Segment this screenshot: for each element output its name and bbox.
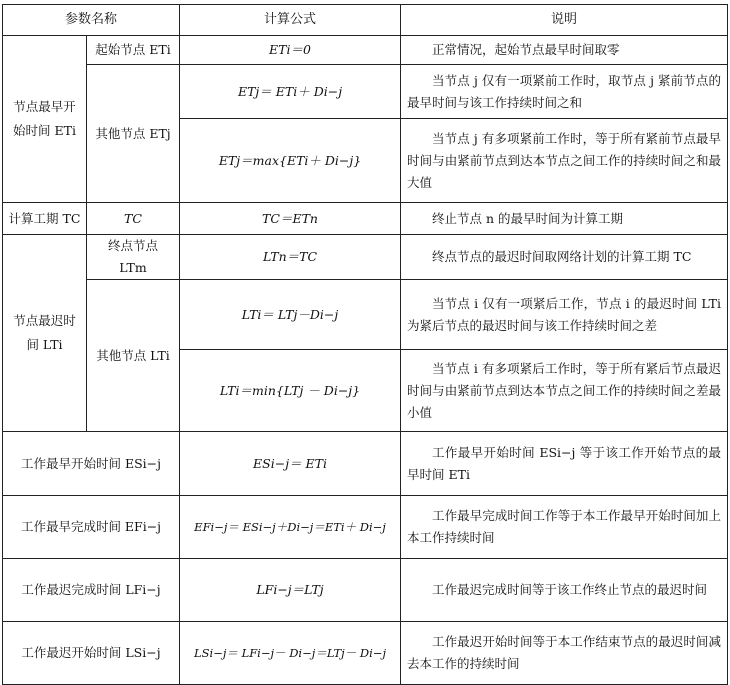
table-row-tc [3,203,728,235]
et-start-sub: 起始节点 ETi [87,36,180,65]
header-description: 说明 [401,5,728,36]
table-row-lt-other1 [3,280,728,350]
lt-other2-formula: LTi＝min{LTj － Di−j} [180,350,401,432]
lt-end-desc: 终点节点的最迟时间取网络计划的计算工期 TC [401,235,728,280]
ls-name: 工作最迟开始时间 LSi−j [3,622,180,685]
ls-desc: 工作最迟开始时间等于本工作结束节点的最迟时间减去本工作的持续时间 [401,622,728,685]
table-row-ls [3,622,728,685]
tc-symbol: TC [87,203,180,235]
table-row-lt-end [3,235,728,280]
et-other2-formula: ETj＝max{ETi＋ Di−j} [180,119,401,203]
ls-formula: LSi−j＝ LFi−j－ Di−j＝LTj－ Di−j [180,622,401,685]
lt-end-sub: 终点节点 LTm [87,235,180,280]
lf-name: 工作最迟完成时间 LFi−j [3,559,180,622]
lt-other2-desc: 当节点 i 有多项紧后工作时，等于所有紧后节点最迟时间与由紧前节点到达本节点之间工作的持续时间之差最小值 [401,350,728,432]
et-start-formula: ETi＝0 [180,36,401,65]
es-formula: ESi−j＝ ETi [180,432,401,496]
tc-name: 计算工期 TC [3,203,87,235]
lt-other1-formula: LTi＝ LTj－Di−j [180,280,401,350]
table-row-es [3,432,728,496]
lt-group-label: 节点最迟时间 LTi [3,235,87,432]
lf-desc: 工作最迟完成时间等于该工作终止节点的最迟时间 [401,559,728,622]
et-other-sub: 其他节点 ETj [87,65,180,203]
ef-formula: EFi−j＝ ESi−j＋Di−j＝ETi＋ Di−j [180,496,401,559]
et-other1-desc: 当节点 j 仅有一项紧前工作时，取节点 j 紧前节点的最早时间与该工作持续时间之和 [401,65,728,119]
lf-formula: LFi−j＝LTj [180,559,401,622]
et-start-desc: 正常情况，起始节点最早时间取零 [401,36,728,65]
et-other2-desc: 当节点 j 有多项紧前工作时，等于所有紧前节点最早时间与由紧前节点到达本节点之间工作的持续时间之和最大值 [401,119,728,203]
header-param-name: 参数名称 [3,5,180,36]
et-group-label: 节点最早开始时间 ETi [3,36,87,203]
lt-end-formula: LTn＝TC [180,235,401,280]
header-row [3,5,728,36]
es-name: 工作最早开始时间 ESi−j [3,432,180,496]
tc-formula: TC＝ETn [180,203,401,235]
lt-other1-desc: 当节点 i 仅有一项紧后工作，节点 i 的最迟时间 LTi 为紧后节点的最迟时间与该工作持续时间之差 [401,280,728,350]
ef-name: 工作最早完成时间 EFi−j [3,496,180,559]
header-formula: 计算公式 [180,5,401,36]
es-desc: 工作最早开始时间 ESi−j 等于该工作开始节点的最早时间 ETi [401,432,728,496]
ef-desc: 工作最早完成时间工作等于本工作最早开始时间加上本工作持续时间 [401,496,728,559]
tc-desc: 终止节点 n 的最早时间为计算工期 [401,203,728,235]
parameter-table [2,4,728,685]
table-row-et-other1 [3,65,728,119]
et-other1-formula: ETj＝ ETi＋ Di−j [180,65,401,119]
lt-other-sub: 其他节点 LTi [87,280,180,432]
table-row-ef [3,496,728,559]
table-row-et-start [3,36,728,65]
table-row-lf [3,559,728,622]
